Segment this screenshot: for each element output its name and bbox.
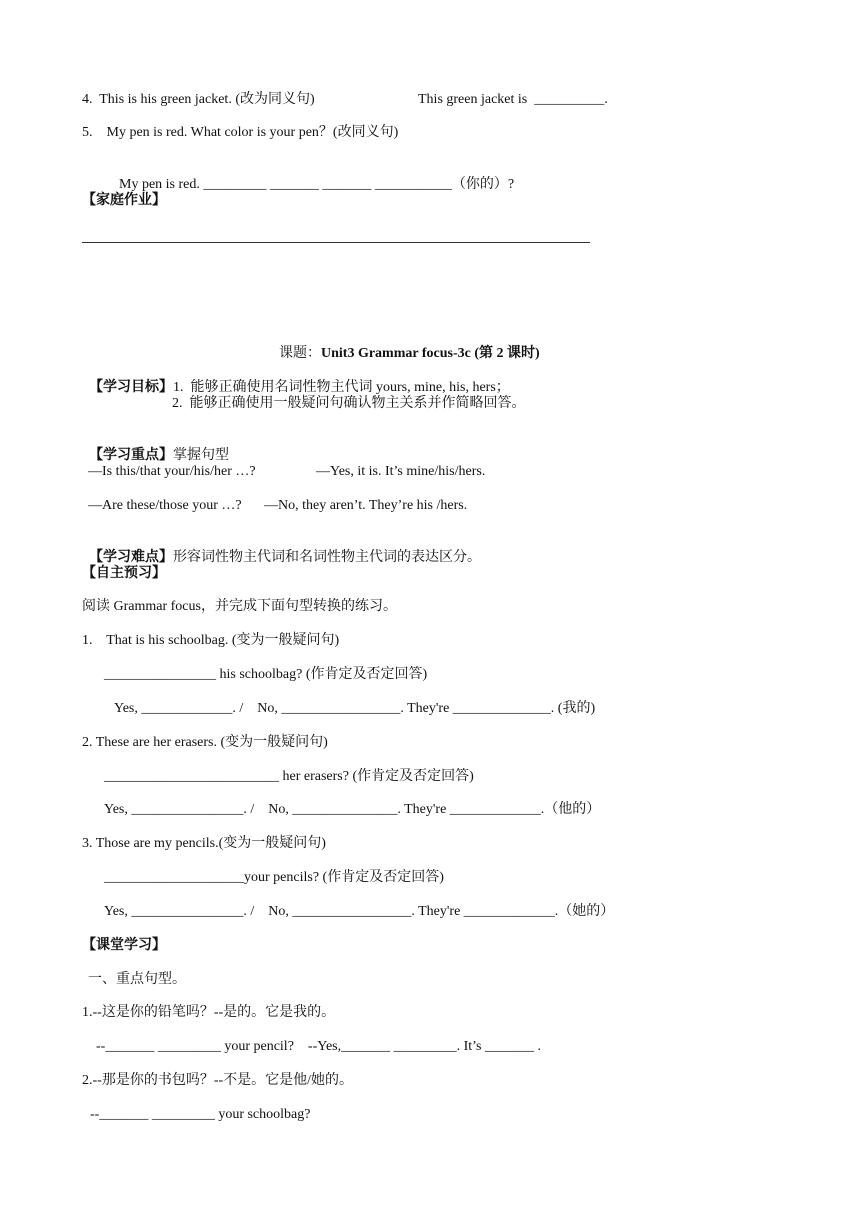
question-4: 4. This is his green jacket. (改为同义句) xyxy=(82,92,315,107)
lesson-title-prefix: 课题： xyxy=(279,346,321,361)
goal-2: 2. 能够正确使用一般疑问句确认物主关系并作简略回答。 xyxy=(172,396,526,411)
goal-1: 1. 能够正确使用名词性物主代词 yours, mine, his, hers； xyxy=(173,380,510,395)
exercise-3: 3. Those are my pencils.(变为一般疑问句) xyxy=(82,836,326,851)
exercise-3-question: ____________________your pencils? (作肯定及否定回答) xyxy=(104,870,444,885)
pattern-2b: —No, they aren’t. They’re his /hers. xyxy=(264,498,468,513)
exercise-1: 1. That is his schoolbag. (变为一般疑问句) xyxy=(82,633,340,648)
sentence-1-blank: --_______ _________ your pencil? --Yes,_______ _________. It’s _______ . xyxy=(96,1039,541,1054)
lesson-title xyxy=(272,327,540,363)
pattern-1b: —Yes, it is. It’s mine/his/hers. xyxy=(316,464,486,479)
preview-instruction: 阅读 Grammar focus，并完成下面句型转换的练习。 xyxy=(82,599,397,614)
pattern-1a: —Is this/that your/his/her …? xyxy=(88,464,256,479)
homework-line xyxy=(82,242,590,243)
preview-heading: 【自主预习】 xyxy=(82,566,166,581)
question-4-answer: This green jacket is __________. xyxy=(418,92,608,107)
goals-row xyxy=(82,361,510,397)
pattern-2a: —Are these/those your …? xyxy=(88,498,242,513)
exercise-2-question: _________________________ her erasers? (作肯定及否定回答) xyxy=(104,769,474,784)
exercise-1-answer: Yes, _____________. / No, _________________. They're ______________. (我的) xyxy=(114,701,596,716)
exercise-3-answer: Yes, ________________. / No, _________________. They're _____________.（她的） xyxy=(104,904,615,919)
sentence-2-blank: --_______ _________ your schoolbag? xyxy=(90,1107,311,1122)
difficulty-label: 【学习难点】 xyxy=(89,550,173,565)
question-5-answer-c: （你的）? xyxy=(451,177,515,192)
homework-heading: 【家庭作业】 xyxy=(82,193,166,208)
goals-label: 【学习目标】 xyxy=(89,380,173,395)
question-5-answer xyxy=(112,158,514,194)
question-5: 5. My pen is red. What color is your pen？(改同义句) xyxy=(82,125,399,140)
lesson-title-text: Unit3 Grammar focus-3c (第 2 课时) xyxy=(321,346,540,361)
exercise-1-question: ________________ his schoolbag? (作肯定及否定回答) xyxy=(104,667,428,682)
section-1-heading: 一、重点句型。 xyxy=(88,972,186,987)
question-5-answer-b: ___________ xyxy=(374,177,452,192)
exercise-2: 2. These are her erasers. (变为一般疑问句) xyxy=(82,735,328,750)
focus-text: 掌握句型 xyxy=(173,448,229,463)
focus-row xyxy=(82,429,229,465)
difficulty-text: 形容词性物主代词和名词性物主代词的表达区分。 xyxy=(173,550,481,565)
sentence-1: 1.--这是你的铅笔吗？--是的。它是我的。 xyxy=(82,1005,336,1020)
difficulty-row xyxy=(82,531,481,567)
focus-label: 【学习重点】 xyxy=(89,448,173,463)
question-5-answer-a: My pen is red. _________ _______ _______ xyxy=(119,177,375,192)
sentence-2: 2.--那是你的书包吗？--不是。它是他/她的。 xyxy=(82,1073,354,1088)
class-heading: 【课堂学习】 xyxy=(82,938,166,953)
exercise-2-answer: Yes, ________________. / No, _______________. They're _____________.（他的） xyxy=(104,802,601,817)
